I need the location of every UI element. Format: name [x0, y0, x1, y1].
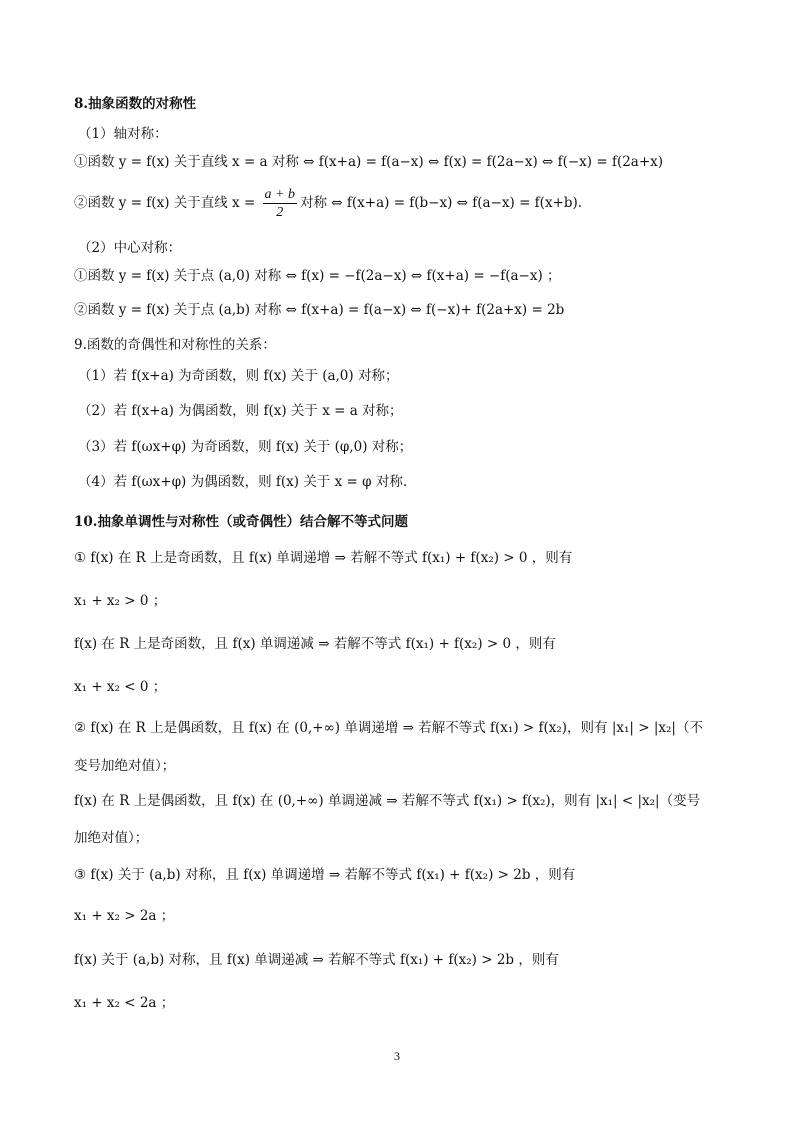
axial-item-2-suffix: 对称 ⇔ f(x+a) = f(b−x) ⇔ f(a−x) = f(x+b). [300, 195, 583, 211]
section-10-line-12: x₁ + x₂ < 2a ； [74, 995, 175, 1011]
section-9-heading: 9.函数的奇偶性和对称性的关系： [74, 337, 276, 353]
section-10-line-10: x₁ + x₂ > 2a ； [74, 908, 175, 924]
axial-symmetry-title: （1）轴对称： [78, 126, 168, 142]
section-10-line-7: f(x) 在 R 上是偶函数，且 f(x) 在 (0,+∞) 单调递减 ⇒ 若解不等式 f(x₁) > f(x₂)，则有 |x₁| < |x₂|（变号 [74, 793, 701, 809]
section-10-line-1: ① f(x) 在 R 上是奇函数，且 f(x) 单调递增 ⇒ 若解不等式 f(x₁) + f(x₂) > 0 ，则有 [74, 550, 573, 566]
section-9-item-3: （3）若 f(ωx+φ) 为奇函数，则 f(x) 关于 (φ,0) 对称； [78, 439, 413, 455]
page-number: 3 [394, 1049, 400, 1063]
section-10-line-6: 变号加绝对值）； [74, 758, 176, 774]
section-8-heading: 8.抽象函数的对称性 [74, 96, 197, 112]
section-10-heading: 10.抽象单调性与对称性（或奇偶性）结合解不等式问题 [74, 514, 408, 530]
section-9-item-4: （4）若 f(ωx+φ) 为偶函数，则 f(x) 关于 x = φ 对称. [78, 474, 408, 490]
section-10-line-8: 加绝对值）； [74, 830, 149, 846]
central-item-2: ②函数 y = f(x) 关于点 (a,b) 对称 ⇔ f(x+a) = f(a−x) ⇔ f(−x)+ f(2a+x) = 2b [74, 302, 565, 318]
section-10-line-4: x₁ + x₂ < 0 ； [74, 679, 167, 695]
central-symmetry-title: （2）中心对称： [78, 240, 182, 256]
section-10-line-11: f(x) 关于 (a,b) 对称，且 f(x) 单调递减 ⇒ 若解不等式 f(x₁) + f(x₂) > 2b ，则有 [74, 952, 559, 968]
axial-item-2 [74, 186, 582, 221]
section-9-item-2: （2）若 f(x+a) 为偶函数，则 f(x) 关于 x = a 对称； [78, 403, 403, 419]
fraction-denominator: 2 [276, 205, 284, 220]
fraction-a-plus-b-over-2 [263, 186, 297, 221]
section-10-line-5: ② f(x) 在 R 上是偶函数，且 f(x) 在 (0,+∞) 单调递增 ⇒ 若解不等式 f(x₁) > f(x₂)，则有 |x₁| > |x₂|（不 [74, 720, 703, 736]
section-10-line-2: x₁ + x₂ > 0 ； [74, 593, 167, 609]
section-10-line-9: ③ f(x) 关于 (a,b) 对称，且 f(x) 单调递增 ⇒ 若解不等式 f(x₁) + f(x₂) > 2b ，则有 [74, 867, 576, 883]
fraction-numerator: a + b [264, 187, 295, 202]
axial-item-2-prefix: ②函数 y = f(x) 关于直线 x = [74, 195, 260, 211]
section-10-line-3: f(x) 在 R 上是奇函数，且 f(x) 单调递减 ⇒ 若解不等式 f(x₁) + f(x₂) > 0 ，则有 [74, 636, 556, 652]
axial-item-1: ①函数 y = f(x) 关于直线 x = a 对称 ⇔ f(x+a) = f(a−x) ⇔ f(x) = f(2a−x) ⇔ f(−x) = f(2a+x) [74, 154, 664, 170]
central-item-1: ①函数 y = f(x) 关于点 (a,0) 对称 ⇔ f(x) = −f(2a−x) ⇔ f(x+a) = −f(a−x) ； [74, 268, 561, 284]
section-9-item-1: （1）若 f(x+a) 为奇函数，则 f(x) 关于 (a,0) 对称； [78, 368, 399, 384]
